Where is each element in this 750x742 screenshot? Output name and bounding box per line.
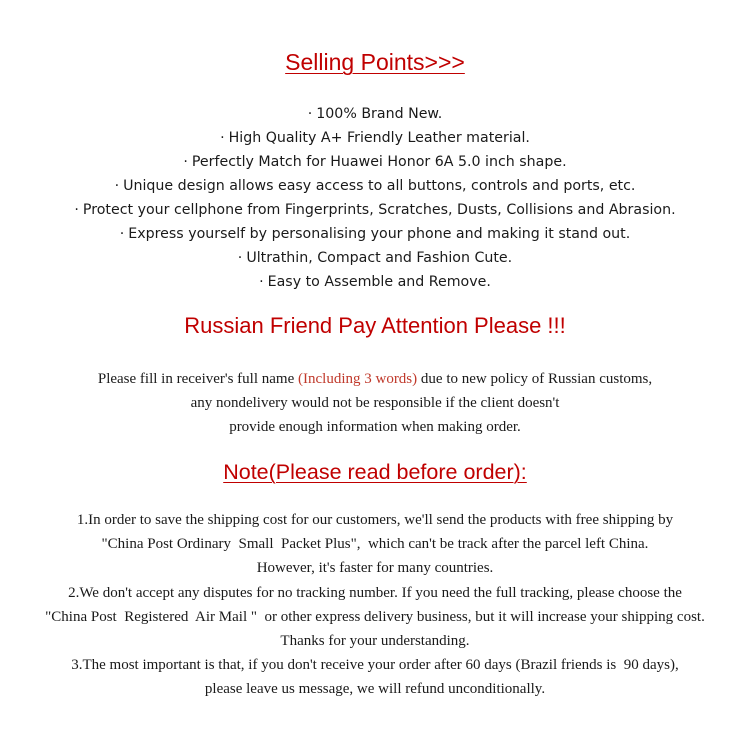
list-item — [0, 198, 750, 222]
russian-notice-text: due to new policy of Russian customs, — [417, 371, 653, 387]
russian-notice-line-3: provide enough information when making order. — [229, 419, 521, 436]
list-item — [0, 270, 750, 294]
russian-notice-heading: Russian Friend Pay Attention Please !!! — [184, 313, 566, 338]
note-heading: Note(Please read before order): — [223, 460, 527, 484]
note-line: "China Post Ordinary Small Packet Plus", which can't be track after the parcel left China. — [101, 536, 649, 553]
note-body — [0, 508, 750, 702]
list-item — [0, 174, 750, 198]
selling-point-text: High Quality A+ Friendly Leather material. — [228, 130, 530, 146]
note-line: please leave us message, we will refund unconditionally. — [204, 681, 546, 698]
selling-point-text: Perfectly Match for Huawei Honor 6A 5.0 inch shape. — [191, 154, 567, 170]
bullet-icon: · — [74, 202, 79, 218]
note-line: "China Post Registered Air Mail " or other express delivery business, but it will increase your shipping cost. — [45, 608, 705, 625]
note-line: However, it's faster for many countries. — [256, 560, 494, 577]
note-line: Thanks for your understanding. — [280, 633, 470, 650]
note-line: 3.The most important is that, if you don't receive your order after 60 days (Brazil friends is 90 days), — [71, 657, 679, 674]
bullet-icon: · — [119, 226, 125, 242]
selling-point-text: 100% Brand New. — [316, 106, 443, 122]
russian-notice-highlight: (Including 3 words) — [298, 371, 418, 387]
selling-point-text: Protect your cellphone from Fingerprints, Scratches, Dusts, Collisions and Abrasion. — [82, 202, 676, 218]
russian-notice-body — [0, 367, 750, 440]
bullet-icon: · — [259, 274, 264, 290]
note-line: 1.In order to save the shipping cost for our customers, we'll send the products with free shipping by — [76, 512, 674, 528]
list-item — [0, 150, 750, 174]
selling-points-heading: Selling Points>>> — [285, 49, 465, 75]
list-item — [0, 222, 750, 246]
selling-points-list — [0, 102, 750, 294]
selling-point-text: Easy to Assemble and Remove. — [267, 274, 491, 290]
selling-point-text: Express yourself by personalising your phone and making it stand out. — [128, 226, 631, 242]
bullet-icon: · — [237, 250, 243, 266]
selling-point-text: Unique design allows easy access to all buttons, controls and ports, etc. — [123, 178, 636, 194]
list-item — [0, 102, 750, 126]
bullet-icon: · — [307, 106, 313, 122]
russian-notice-text: Please fill in receiver's full name — [97, 371, 298, 387]
list-item — [0, 246, 750, 270]
bullet-icon: · — [114, 178, 120, 194]
russian-notice-line-2: any nondelivery would not be responsible if the client doesn't — [190, 395, 560, 412]
russian-notice-line-1 — [0, 367, 750, 391]
list-item — [0, 126, 750, 150]
selling-point-text: Ultrathin, Compact and Fashion Cute. — [246, 250, 513, 266]
bullet-icon: · — [183, 154, 188, 170]
bullet-icon: · — [220, 130, 225, 146]
note-line: 2.We don't accept any disputes for no tracking number. If you need the full tracking, please choose the — [68, 584, 682, 601]
